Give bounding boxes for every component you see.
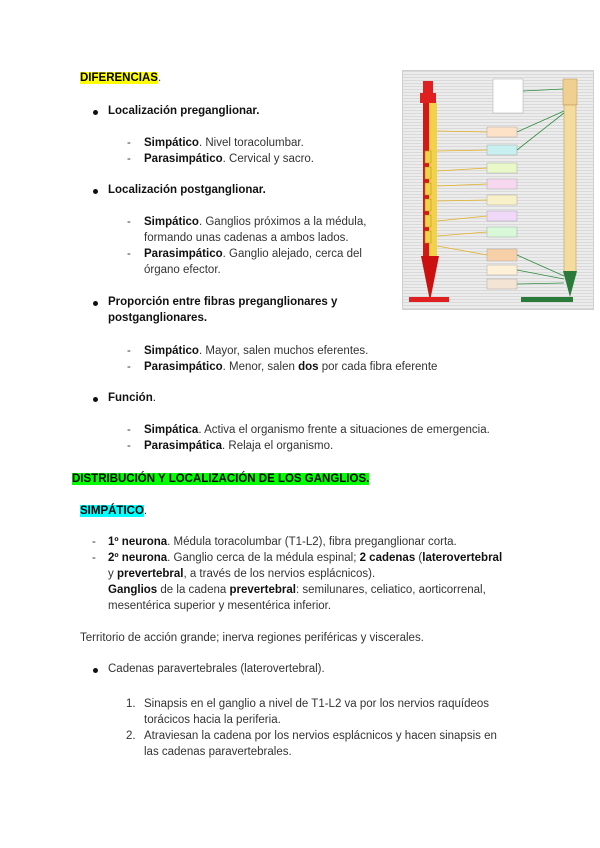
ordered-number: 2. [126,730,136,742]
dash: - [92,536,96,548]
list-item-continued: formando unas cadenas a ambos lados. [144,232,349,244]
list-item: Parasimpática. Relaja el organismo. [144,440,334,452]
dash: - [127,248,131,260]
dash: - [92,552,96,564]
dash: - [127,440,131,452]
figure-drawing [403,71,593,309]
ordered-number: 1. [126,698,136,710]
section-title-distribucion: DISTRIBUCIÓN Y LOCALIZACIÓN DE LOS GANGLIOS. [72,473,370,485]
proporcion-heading-line1: Proporción entre fibras preganglionares y [108,296,338,308]
dash: - [127,137,131,149]
dash: - [127,216,131,228]
list-item: Simpático. Ganglios próximos a la médula, [144,216,367,228]
ordered-item: Sinapsis en el ganglio a nivel de T1-L2 va por los nervios raquídeos [144,698,489,710]
dash: - [127,345,131,357]
bullet-dot [93,189,98,194]
list-item: Simpático. Nivel toracolumbar. [144,137,304,149]
dash: - [127,424,131,436]
list-item-continued: y prevertebral, a través de los nervios esplácnicos). [108,568,376,580]
list-item: Parasimpático. Menor, salen dos por cada fibra eferente [144,361,438,373]
bullet-dot [93,301,98,306]
ordered-item-continued: torácicos hacia la periferia. [144,714,281,726]
diferencias-heading: DIFERENCIAS [80,72,158,84]
territorio-text: Territorio de acción grande; inerva regiones periféricas y viscerales. [80,632,424,644]
funcion-heading: Función. [108,392,156,404]
list-item-continued: Ganglios de la cadena prevertebral: semilunares, celiatico, aorticorrenal, [108,584,486,596]
list-item-continued: órgano efector. [144,264,221,276]
autonomic-nervous-system-figure [402,70,594,310]
list-item: Simpático. Mayor, salen muchos eferentes. [144,345,369,357]
section-title-simpatico: SIMPÁTICO. [80,505,148,517]
proporcion-heading-line2: postganglionares. [108,312,208,324]
list-item: Parasimpático. Ganglio alejado, cerca del [144,248,362,260]
dash: - [127,361,131,373]
list-item: 1º neurona. Médula toracolumbar (T1-L2), fibra preganglionar corta. [108,536,457,548]
bullet-dot [93,668,98,673]
bullet-dot [93,110,98,115]
bullet-dot [93,397,98,402]
list-item-continued: mesentérica superior y mesentérica inferior. [108,600,332,612]
localizacion-postganglionar-heading: Localización postganglionar. [108,184,266,196]
list-item: Simpática. Activa el organismo frente a situaciones de emergencia. [144,424,490,436]
dash: - [127,153,131,165]
list-item: Parasimpático. Cervical y sacro. [144,153,315,165]
ordered-item: Atraviesan la cadena por los nervios esplácnicos y hacen sinapsis en [144,730,497,742]
cadenas-text: Cadenas paravertebrales (laterovertebral). [108,663,325,675]
ordered-item-continued: las cadenas paravertebrales. [144,746,292,758]
localizacion-preganglionar-heading: Localización preganglionar. [108,105,260,117]
section-title-diferencias: DIFERENCIAS. [80,72,162,84]
list-item: 2º neurona. Ganglio cerca de la médula espinal; 2 cadenas (laterovertebral [108,552,503,564]
